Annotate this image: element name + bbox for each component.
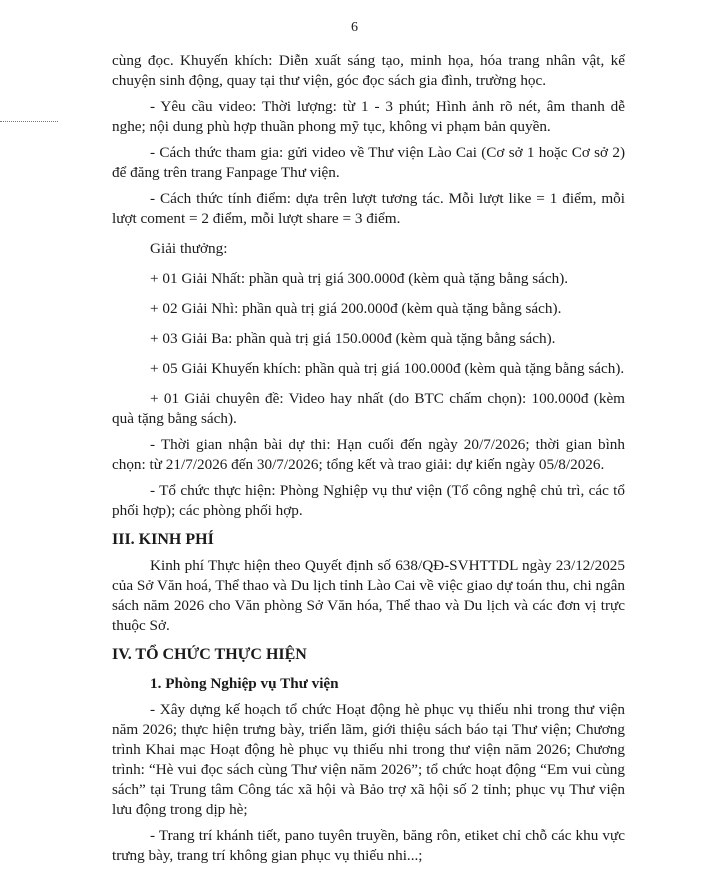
paragraph-implementation-1: - Xây dựng kế hoạch tổ chức Hoạt động hè phục vụ thiếu nhi trong thư viện năm 2026; thực hiện trưng bày, triển lãm, giới thiệu sách báo tại Thư viện; Chương trình Khai mạc Hoạt động hè phục vụ thiếu nhi trong thư viện năm 2026; Chương trình: “Hè vui đọc sách cùng Thư viện năm 2026”; tổ chức hoạt động “Em vui cùng sách” tại Trung tâm Công tác xã hội và Bảo trợ xã hội số 2 tỉnh; phục vụ Thư viện lưu động trong dịp hè; — [112, 701, 625, 818]
prize-encouragement: + 05 Giải Khuyến khích: phần quà trị giá 100.000đ (kèm quà tặng bằng sách). — [150, 360, 625, 377]
paragraph-participation: - Cách thức tham gia: gửi video về Thư viện Lào Cai (Cơ sở 1 hoặc Cơ sở 2) để đăng trên trang Fanpage Thư viện. — [112, 144, 625, 181]
paragraph-organization: - Tổ chức thực hiện: Phòng Nghiệp vụ thư viện (Tổ công nghệ chủ trì, các tổ phối hợp); các phòng phối hợp. — [112, 482, 625, 519]
paragraph-timeline: - Thời gian nhận bài dự thi: Hạn cuối đến ngày 20/7/2026; thời gian bình chọn: từ 21/7/2026 đến 30/7/2026; tổng kết và trao giải: dự kiến ngày 05/8/2026. — [112, 436, 625, 473]
section-heading-budget: III. KINH PHÍ — [112, 531, 214, 548]
prize-special: + 01 Giải chuyên đề: Video hay nhất (do BTC chấm chọn): 100.000đ (kèm quà tặng bằng sách). — [112, 390, 625, 427]
prize-third: + 03 Giải Ba: phần quà trị giá 150.000đ (kèm quà tặng bằng sách). — [150, 330, 556, 347]
paragraph-implementation-2: - Trang trí khánh tiết, pano tuyên truyền, băng rôn, etiket chỉ chỗ các khu vực trưng bày, trang trí không gian phục vụ thiếu nhi...; — [112, 827, 625, 864]
subsection-heading-library-dept: 1. Phòng Nghiệp vụ Thư viện — [150, 675, 339, 692]
margin-mark — [0, 121, 58, 122]
document-body — [112, 51, 625, 866]
prize-second: + 02 Giải Nhì: phần quà trị giá 200.000đ (kèm quà tặng bằng sách). — [150, 300, 562, 317]
page-number: 6 — [351, 20, 358, 35]
prize-first: + 01 Giải Nhất: phần quà trị giá 300.000đ (kèm quà tặng bằng sách). — [150, 270, 569, 287]
section-heading-implementation: IV. TỔ CHỨC THỰC HIỆN — [112, 646, 307, 663]
paragraph-continuation: cùng đọc. Khuyến khích: Diễn xuất sáng tạo, minh họa, hóa trang nhân vật, kể chuyện sinh động, quay tại thư viện, góc đọc sách gia đình, trường học. — [112, 52, 625, 89]
paragraph-video-requirements: - Yêu cầu video: Thời lượng: từ 1 - 3 phút; Hình ảnh rõ nét, âm thanh dễ nghe; nội dung phù hợp thuần phong mỹ tục, không vi phạm bản quyền. — [112, 98, 625, 135]
paragraph-prizes-label: Giải thưởng: — [150, 240, 228, 257]
paragraph-scoring: - Cách thức tính điểm: dựa trên lượt tương tác. Mỗi lượt like = 1 điểm, mỗi lượt coment = 2 điểm, mỗi lượt share = 3 điểm. — [112, 190, 625, 227]
paragraph-budget: Kinh phí Thực hiện theo Quyết định số 638/QĐ-SVHTTDL ngày 23/12/2025 của Sở Văn hoá, Thể thao và Du lịch tỉnh Lào Cai về việc giao dự toán thu, chi ngân sách năm 2026 cho Văn phòng Sở Văn hóa, Thể thao và Du lịch và các đơn vị trực thuộc Sở. — [112, 557, 625, 634]
